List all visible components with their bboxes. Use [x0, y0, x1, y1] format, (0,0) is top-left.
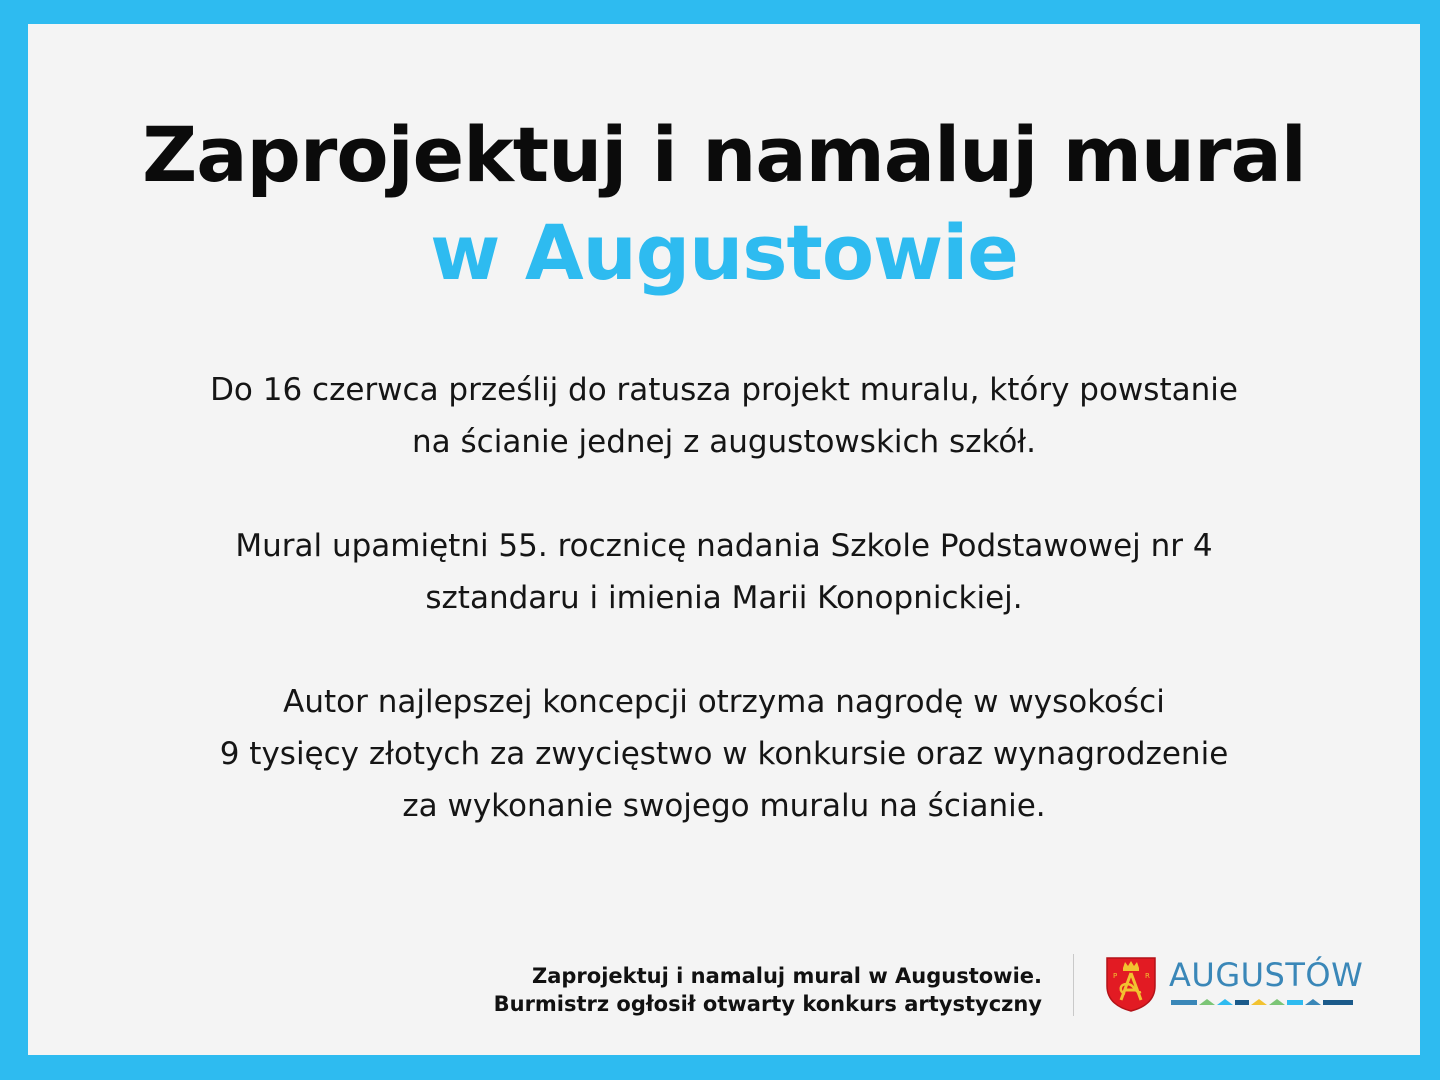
paragraph1-line1: Do 16 czerwca prześlij do ratusza projekt muralu, który powstanie: [210, 372, 1238, 408]
paragraph3-line3: za wykonanie swojego muralu na ścianie.: [402, 788, 1046, 824]
paragraph2-line1: Mural upamiętni 55. rocznicę nadania Szkole Podstawowej nr 4: [235, 528, 1213, 564]
footer-caption-line2: Burmistrz ogłosił otwarty konkurs artystyczny: [493, 992, 1042, 1016]
svg-text:P: P: [1113, 972, 1118, 980]
augustow-coat-of-arms-icon: [1105, 956, 1157, 1012]
paragraph3-line1: Autor najlepszej koncepcji otrzyma nagrodę w wysokości: [283, 684, 1165, 720]
poster-card: [28, 24, 1420, 1055]
paragraph2-line2: sztandaru i imienia Marii Konopnickiej.: [425, 580, 1023, 616]
logo-waves-icon: [1171, 997, 1353, 1007]
augustow-logo-text: AUGUSTÓW: [1169, 956, 1364, 994]
poster-body: [28, 364, 1420, 832]
poster-title-line1: Zaprojektuj i namaluj mural: [142, 110, 1306, 199]
poster-title: [28, 106, 1420, 302]
poster-title-line2: w Augustowie: [430, 208, 1018, 297]
paragraph1-line2: na ścianie jednej z augustowskich szkół.: [412, 424, 1036, 460]
svg-text:R: R: [1145, 972, 1150, 980]
footer-caption-line1: Zaprojektuj i namaluj mural w Augustowie.: [531, 964, 1042, 988]
footer-caption: [494, 962, 1042, 1018]
footer-divider: [1073, 954, 1074, 1016]
paragraph3-line2: 9 tysięcy złotych za zwycięstwo w konkursie oraz wynagrodzenie: [219, 736, 1229, 772]
